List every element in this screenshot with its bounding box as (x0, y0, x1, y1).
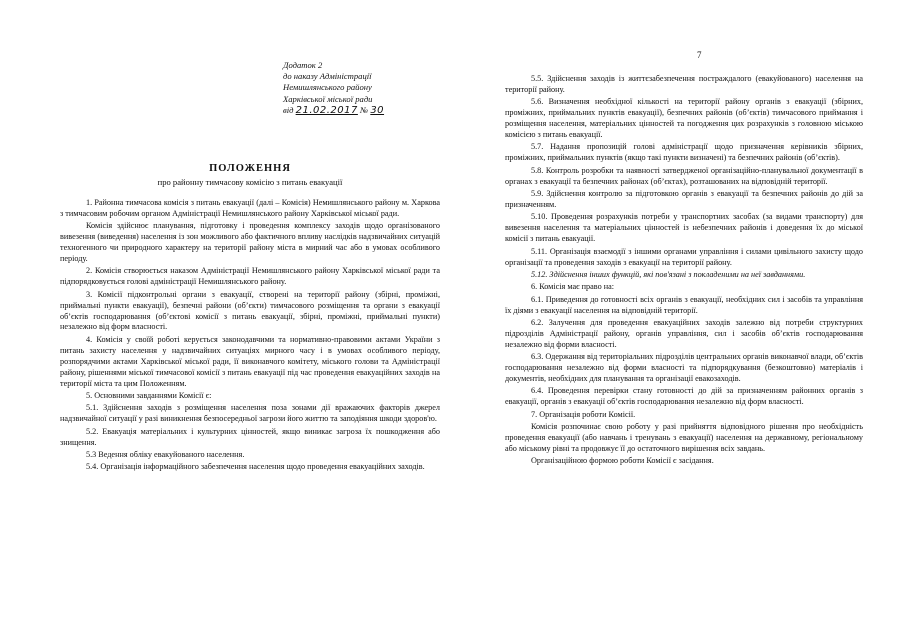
document-title-block (60, 163, 440, 187)
paragraph: 7. Організація роботи Комісії. (531, 409, 636, 419)
right-body-text (505, 74, 863, 469)
paragraph: 5.10. Проведення розрахунків потреби у транспортних засобах (за видами транспорту) для вивезення населення та матеріальних цінностей із небезпечних районів і доведення їх до міської комісії з питань евакуації. (505, 212, 863, 244)
annex-line: Немишлянського району (283, 82, 372, 93)
paragraph: 5.6. Визначення необхідної кількості на території району органів з евакуації (збірних, проміжних, приймальних пунктів евакуації), безпечних районів (об’єктів) тимчасового приймання і розміщення населення, матеріальних цінностей та погодження цих розрахунків з головною міською комісією з питань евакуації. (505, 97, 863, 140)
annex-date-line (283, 105, 384, 116)
right-page (505, 0, 863, 641)
document-subtitle: про районну тимчасову комісію з питань евакуації (157, 177, 343, 187)
paragraph: 5.2. Евакуація матеріальних і культурних цінностей, якщо виникає загроза їх пошкодження або знищення. (60, 426, 440, 447)
paragraph: 5.8. Контроль розробки та наявності затвердженої організаційно-планувальної документації в органах з евакуації та безпечних районах (об’єктах), розташованих на відповідній території. (505, 165, 863, 186)
annex-line: Харківської міської ради (283, 93, 373, 104)
paragraph: 5.12. Здійснення інших функцій, які пов'язані з покладеними на неї завданнями. (531, 269, 806, 279)
annex-line: до наказу Адміністрації (283, 71, 372, 82)
paragraph: 6.2. Залучення для проведення евакуаційних заходів залежно від потреби структурних підрозділів Адміністрації району, органів управління, сил і засобів об’єктів господарювання незалежно від форми власності. (505, 318, 863, 349)
handwritten-date: 21.02.2017 (295, 104, 358, 116)
paragraph: 5.9. Здійснення контролю за підготовкою органів з евакуації та безпечних районів до дій за призначенням. (505, 189, 863, 209)
paragraph: 5.7. Надання пропозицій голові адміністрації щодо призначення керівників збірних, проміжних, приймальних пунктів (якщо такі пункти визначені) та безпечних районів (об’єктів). (505, 142, 863, 163)
paragraph: 3. Комісії підконтрольні органи з евакуації, створені на території району (збірні, проміжні, приймальні пункти евакуації), безпечні райони (об’єкти) тимчасового розміщення та органи з евакуації об’єктів господарювання (об’єктові комісії з питань евакуації, збірні, проміжні, приймальні пункти) незалежно від форм власності. (60, 289, 440, 332)
paragraph: 5.3 Ведення обліку евакуйованого населення. (86, 449, 245, 459)
left-body-text (60, 198, 440, 475)
paragraph: 5. Основними завданнями Комісії є: (86, 390, 212, 400)
paragraph: 6.1. Приведення до готовності всіх органів з евакуації, необхідних сил і засобів та управління їх діями з евакуації населення на відповідній території. (505, 294, 863, 315)
paragraph: 5.4. Організація інформаційного забезпечення населення щодо проведення евакуаційних заходів. (86, 462, 425, 472)
handwritten-number: 30 (370, 104, 385, 116)
annex-header (283, 60, 384, 116)
annex-line: Додаток 2 (283, 60, 323, 70)
paragraph: 5.11. Організація взаємодії з іншими органами управління і силами цивільного захисту щодо організації та проведення заходів з евакуації на території району. (505, 246, 863, 267)
paragraph: 1. Районна тимчасова комісія з питань евакуації (далі – Комісія) Немишлянського району м. Харкова з тимчасовим робочим органом Адміністрації Немишлянського району Харківської міської ради. (60, 198, 440, 218)
date-prefix: від (283, 104, 294, 115)
paragraph: Організаційною формою роботи Комісії є засідання. (531, 456, 714, 466)
paragraph: 6.4. Проведення перевірки стану готовності до дій за призначенням районних органів з евакуації, органів з евакуації об’єктів господарювання незалежно від форм власності. (505, 386, 863, 407)
document-title: ПОЛОЖЕННЯ (209, 163, 291, 174)
paragraph: 6. Комісія має право на: (531, 282, 615, 292)
paragraph: 5.5. Здійснення заходів із життєзабезпечення постраждалого (евакуйованого) населення на території району. (505, 74, 863, 94)
paragraph: Комісія здійснює планування, підготовку і проведення комплексу заходів щодо організованого вивезення (виведення) населення із зон можливого або фактичного впливу наслідків надзвичайних ситуацій техногенного чи природного характеру на території району міста в мирний час або в умовах особливого періоду. (60, 221, 440, 264)
left-page (60, 0, 440, 641)
paragraph: 4. Комісія у своїй роботі керується законодавчими та нормативно-правовими актами України з питань захисту населення у надзвичайних ситуаціях мирного часу і в умовах особливого періоду, розпорядчими актами Харківської міської ради, її виконавчого комітету, міського голови та Адміністрації району, рішеннями міської тимчасової комісії з питань евакуації під час проведення евакуаційних заходів на території міста та цим Положенням. (60, 334, 440, 388)
number-prefix: № (360, 104, 369, 115)
page-number: 7 (697, 50, 702, 60)
paragraph: Комісія розпочинає свою роботу у разі прийняття відповідного рішення про необхідність проведення евакуації (або навчань і тренувань з евакуації) населення на державному, регіональному або міському рівні та продовжує її до остаточного вирішення всіх завдань. (505, 422, 863, 453)
paragraph: 6.3. Одержання від територіальних підрозділів центральних органів виконавчої влади, об’єктів господарювання незалежно від форми власності та підпорядкування (безкоштовно) матеріалів і документів, необхідних для планування та організації евакозаходів. (505, 352, 863, 384)
paragraph: 2. Комісія створюється наказом Адміністрації Немишлянського району Харківської міської ради та підпорядковується голові адміністрації Немишлянського району. (60, 266, 440, 287)
paragraph: 5.1. Здійснення заходів з розміщення населення поза зонами дії вражаючих факторів джерел надзвичайної ситуації у разі виникнення безпосередньої загрози його життю та заподіяння шкоди здоров'ю. (60, 403, 440, 424)
